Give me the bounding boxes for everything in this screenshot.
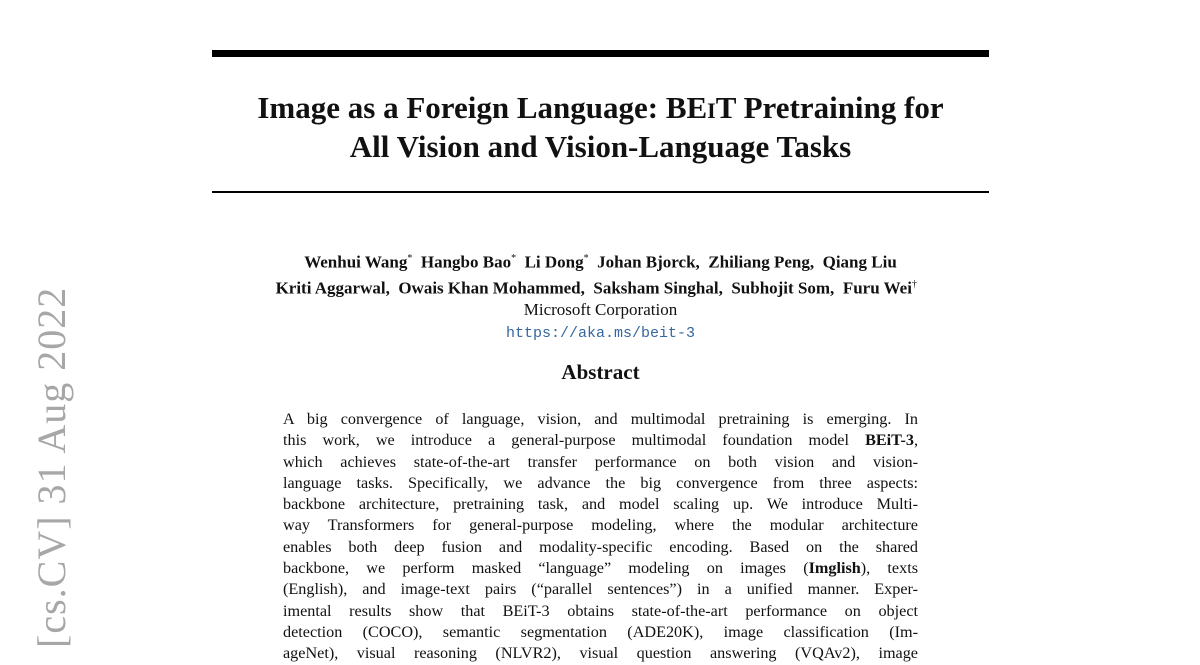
equal-contribution-mark: * [407, 253, 413, 264]
author-name: Kriti Aggarwal, [275, 278, 390, 298]
abstract-line: ageNet), visual reasoning (NLVR2), visual question answering (VQAv2), image [283, 644, 918, 663]
equal-contribution-mark: * [583, 253, 589, 264]
author-line-1 [212, 248, 989, 274]
abstract-line: which achieves state-of-the-art transfer performance on both vision and vision- [283, 452, 918, 471]
abstract-line: imental results show that BEiT-3 obtains state-of-the-art performance on object [283, 601, 918, 620]
title-rule [212, 191, 989, 193]
title-line-1: Image as a Foreign Language: BEiT Pretraining for [257, 90, 944, 125]
author-name: Zhiliang Peng, [708, 252, 815, 272]
abstract-line: backbone, we perform masked “language” modeling on images (Imglish), texts [283, 559, 919, 578]
abstract-heading: Abstract [561, 360, 640, 384]
equal-contribution-mark: * [511, 253, 517, 264]
abstract-line: enables both deep fusion and modality-specific encoding. Based on the shared [283, 537, 918, 556]
title-line-2: All Vision and Vision-Language Tasks [349, 129, 852, 164]
abstract-line: backbone architecture, pretraining task, and model scaling up. We introduce Multi- [283, 495, 918, 514]
arxiv-identifier-stamp: [cs.CV] 31 Aug 2022 [29, 286, 74, 648]
author-name: Johan Bjorck, [597, 252, 700, 272]
author-line-2 [212, 274, 989, 300]
author-name: Wenhui Wang [304, 252, 408, 272]
abstract-body [283, 409, 919, 663]
author-name: Li Dong [524, 252, 584, 272]
abstract-line: (English), and image-text pairs (“parallel sentences”) in a unified manner. Exper- [283, 580, 918, 599]
author-block [212, 248, 989, 345]
abstract-line: detection (COCO), semantic segmentation (ADE20K), image classification (Im- [283, 622, 918, 641]
author-name: Owais Khan Mohammed, [398, 278, 585, 298]
author-name: Hangbo Bao [420, 252, 512, 272]
author-name: Saksham Singhal, [593, 278, 723, 298]
author-name: Furu Wei [842, 278, 912, 298]
abstract-line: A big convergence of language, vision, and multimodal pretraining is emerging. In [283, 410, 918, 428]
abstract-line: language tasks. Specifically, we advance the big convergence from three aspects: [283, 473, 918, 492]
abstract-line: this work, we introduce a general-purpose multimodal foundation model BEiT-3, [283, 431, 918, 450]
corresponding-author-mark: † [911, 278, 917, 290]
affiliation: Microsoft Corporation [523, 300, 678, 320]
author-name: Subhojit Som, [731, 278, 835, 298]
top-rule [212, 50, 989, 57]
paper-title [212, 88, 989, 166]
project-url-link[interactable]: https://aka.ms/beit-3 [505, 325, 696, 343]
author-name: Qiang Liu [822, 252, 897, 272]
abstract-line: way Transformers for general-purpose modeling, where the modular architecture [283, 516, 918, 535]
